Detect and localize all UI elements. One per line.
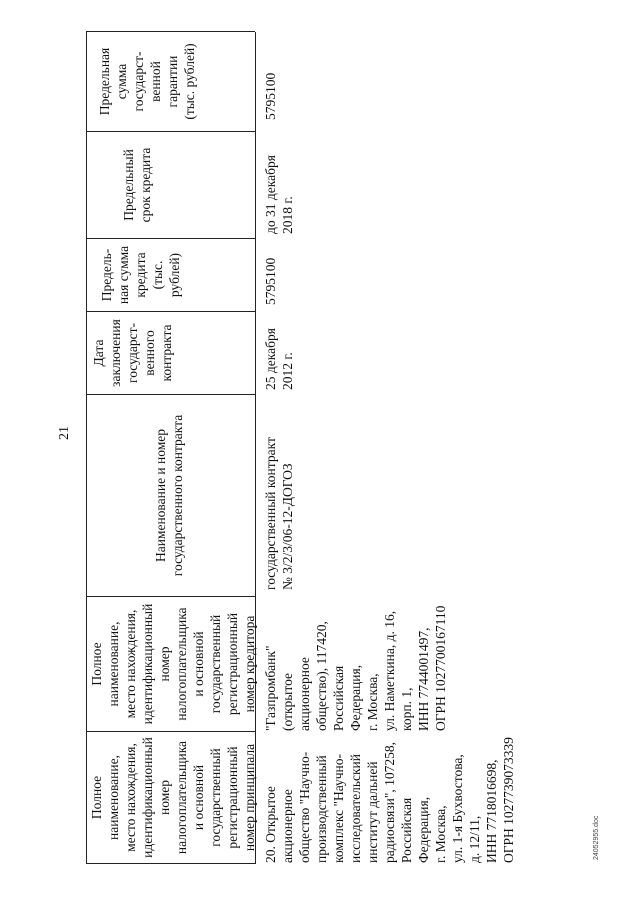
text-line: номер кредитора (242, 615, 257, 713)
text-line: институт дальней (365, 761, 380, 863)
text-line: комплекс "Научно- (331, 753, 346, 863)
text-line: государственного контракта (170, 414, 185, 577)
header-principal (88, 732, 258, 863)
text-line: Федерация, (348, 664, 363, 731)
text-line: номер (157, 646, 172, 682)
text-line: ная сумма (116, 245, 131, 305)
cell-creditor (262, 597, 449, 731)
text-line: регистрационный (225, 612, 240, 716)
text-line: рублей) (167, 252, 182, 298)
text-line: (тыс. рублей) (182, 43, 197, 120)
text-line: ул. 1-я Бухвостова, (450, 754, 465, 863)
header-contract-date (90, 312, 175, 394)
table-rule-top (86, 32, 87, 864)
header-creditor (88, 597, 258, 731)
col-rule (86, 863, 255, 864)
text-line: 5795100 (263, 257, 278, 305)
cell-credit-term (262, 132, 296, 234)
header-guarantee-amount (96, 32, 198, 131)
text-line: 2018 г. (280, 196, 295, 234)
cell-contract-date (262, 312, 296, 390)
text-line: Предельная (97, 47, 112, 116)
header-credit-amount (98, 239, 183, 311)
text-line: Дата (91, 339, 106, 367)
cell-principal (262, 731, 517, 863)
text-line: (открытое (280, 673, 295, 731)
text-line: номер принципала (242, 743, 257, 852)
page-number: 21 (57, 426, 72, 440)
doc-filename: 24052955.doc (593, 815, 600, 860)
text-line: 5795100 (263, 72, 278, 120)
text-line: г. Москва, (433, 805, 448, 863)
text-line: Предель- (99, 248, 114, 302)
text-line: государственный (208, 748, 223, 847)
text-line: государственный контракт (263, 437, 278, 590)
text-line: производственный (314, 755, 329, 863)
text-line: Полное (89, 642, 104, 686)
text-line: ИНН 7744001497, (416, 627, 431, 731)
text-line: регистрационный (225, 746, 240, 849)
text-line: срок кредита (138, 147, 153, 223)
text-line: "Газпромбанк" (263, 645, 278, 731)
text-line: номер (157, 780, 172, 816)
text-line: наименование, (106, 755, 121, 840)
text-line: 25 декабря (263, 328, 278, 390)
text-line: общество "Научно- (297, 751, 312, 863)
text-line: и основной (191, 764, 206, 831)
text-line: место нахождения, (123, 609, 138, 719)
text-line: Российская (331, 665, 346, 731)
header-contract (152, 395, 186, 596)
text-line: венного (142, 330, 157, 376)
text-line: Наименование и номер (153, 428, 168, 563)
text-line: сумма (114, 63, 129, 100)
text-line: кредита (133, 252, 148, 298)
cell-contract (262, 395, 296, 590)
text-line: ОГРН 1027739073339 (501, 737, 516, 863)
data-table (0, 2, 640, 872)
text-line: Предельный (121, 149, 136, 221)
text-line: государст- (125, 323, 140, 383)
text-line: Российская (399, 797, 414, 863)
text-line: 20. Открытое (263, 786, 278, 863)
text-line: заключения (108, 319, 123, 387)
text-line: Полное (89, 775, 104, 820)
text-line: контракта (159, 324, 174, 382)
text-line: Федерация, (416, 796, 431, 863)
text-line: государст- (131, 51, 146, 112)
text-line: ОГРН 1027700167110 (433, 605, 448, 731)
text-line: общество), 117420, (314, 621, 329, 731)
text-line: идентификационный (140, 603, 155, 725)
cell-credit-amount (262, 239, 279, 305)
text-line: акционерное (280, 789, 295, 863)
text-line: д. 12/11, (467, 815, 482, 863)
text-line: наименование, (106, 621, 121, 707)
text-line: гарантии (165, 55, 180, 108)
text-line: до 31 декабря (263, 155, 278, 234)
text-line: 2012 г. (280, 352, 295, 390)
text-line: (тыс. (150, 260, 165, 290)
text-line: место нахождения, (123, 743, 138, 852)
text-line: исследовательский (348, 753, 363, 863)
rotated-page (0, 2, 640, 872)
text-line: ул. Наметкина, д. 16, (382, 610, 397, 731)
text-line: акционерное (297, 657, 312, 731)
text-line: ИНН 7718016698, (484, 759, 499, 863)
text-line: идентификационный (140, 737, 155, 858)
col-rule (86, 131, 255, 132)
text-line: налогоплательщика (174, 607, 189, 721)
text-line: г. Москва, (365, 673, 380, 731)
text-line: корп. 1, (399, 687, 414, 731)
cell-guarantee-amount (262, 32, 279, 120)
text-line: № 3/2/3/06-12-ДОГОЗ (280, 463, 295, 590)
text-line: налогоплательщика (174, 740, 189, 855)
header-credit-term (120, 132, 154, 238)
text-line: государственный (208, 614, 223, 714)
text-line: венной (148, 61, 163, 102)
text-line: радиосвязи", 107258, (382, 741, 397, 863)
text-line: и основной (191, 631, 206, 697)
